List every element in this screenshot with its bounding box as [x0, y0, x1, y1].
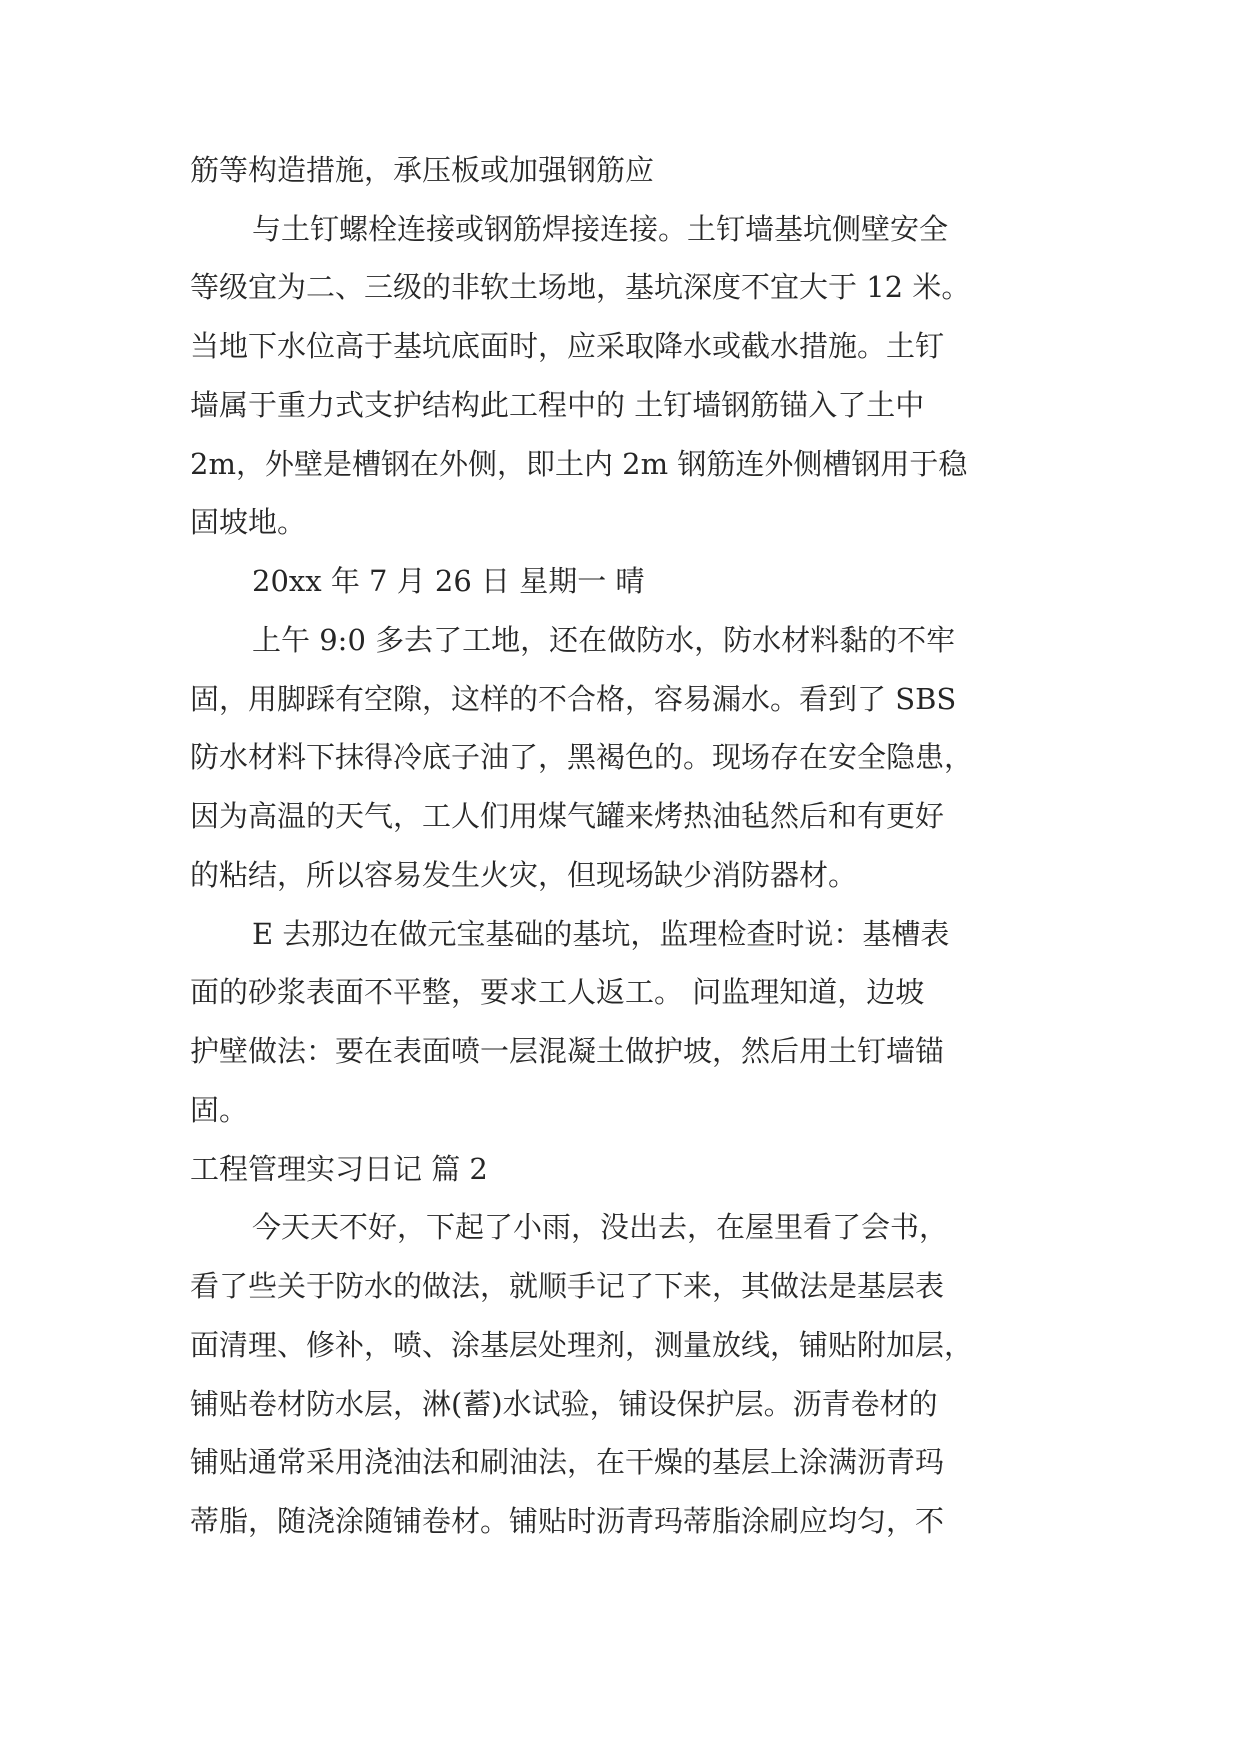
text-line: 墙属于重力式支护结构此工程中的 土钉墙钢筋锚入了土中	[190, 388, 925, 422]
text-line: 护壁做法：要在表面喷一层混凝土做护坡，然后用土钉墙锚	[190, 1034, 945, 1068]
text-line: 固，用脚踩有空隙，这样的不合格，容易漏水。看到了 SBS	[190, 682, 957, 716]
paragraph-start-line: 与土钉螺栓连接或钢筋焊接连接。土钉墙基坑侧壁安全	[252, 212, 949, 246]
text-line: 面的砂浆表面不平整，要求工人返工。 问监理知道，边坡	[190, 975, 925, 1009]
section-heading: 工程管理实习日记 篇 2	[190, 1152, 488, 1186]
text-line: 筋等构造措施，承压板或加强钢筋应	[190, 153, 655, 187]
text-line: 铺贴卷材防水层，淋(蓄)水试验，铺设保护层。沥青卷材的	[190, 1387, 938, 1421]
text-line: 等级宜为二、三级的非软土场地，基坑深度不宜大于 12 米。	[190, 270, 971, 304]
text-line: 防水材料下抹得冷底子油了，黑褐色的。现场存在安全隐患，	[190, 740, 974, 774]
text-line: 固坡地。	[190, 505, 307, 539]
text-line: 2m，外壁是槽钢在外侧，即土内 2m 钢筋连外侧槽钢用于稳	[190, 447, 968, 481]
text-line: 面清理、修补，喷、涂基层处理剂，测量放线，铺贴附加层，	[190, 1328, 974, 1362]
paragraph-start-line: 上午 9:0 多去了工地，还在做防水，防水材料黏的不牢	[252, 623, 956, 657]
text-line: 蒂脂，随浇涂随铺卷材。铺贴时沥青玛蒂脂涂刷应均匀，不	[190, 1504, 945, 1538]
paragraph-start-line: 今天天不好，下起了小雨，没出去，在屋里看了会书，	[252, 1210, 949, 1244]
text-line: 看了些关于防水的做法，就顺手记了下来，其做法是基层表	[190, 1269, 945, 1303]
text-line: 固。	[190, 1093, 249, 1127]
diary-date-line: 20xx 年 7 月 26 日 星期一 晴	[252, 564, 645, 598]
paragraph-start-line: E 去那边在做元宝基础的基坑，监理检查时说：基槽表	[252, 917, 950, 951]
text-line: 因为高温的天气，工人们用煤气罐来烤热油毡然后和有更好	[190, 799, 945, 833]
text-line: 当地下水位高于基坑底面时，应采取降水或截水措施。土钉	[190, 329, 945, 363]
text-line: 铺贴通常采用浇油法和刷油法，在干燥的基层上涂满沥青玛	[190, 1445, 945, 1479]
text-line: 的粘结，所以容易发生火灾，但现场缺少消防器材。	[190, 858, 858, 892]
